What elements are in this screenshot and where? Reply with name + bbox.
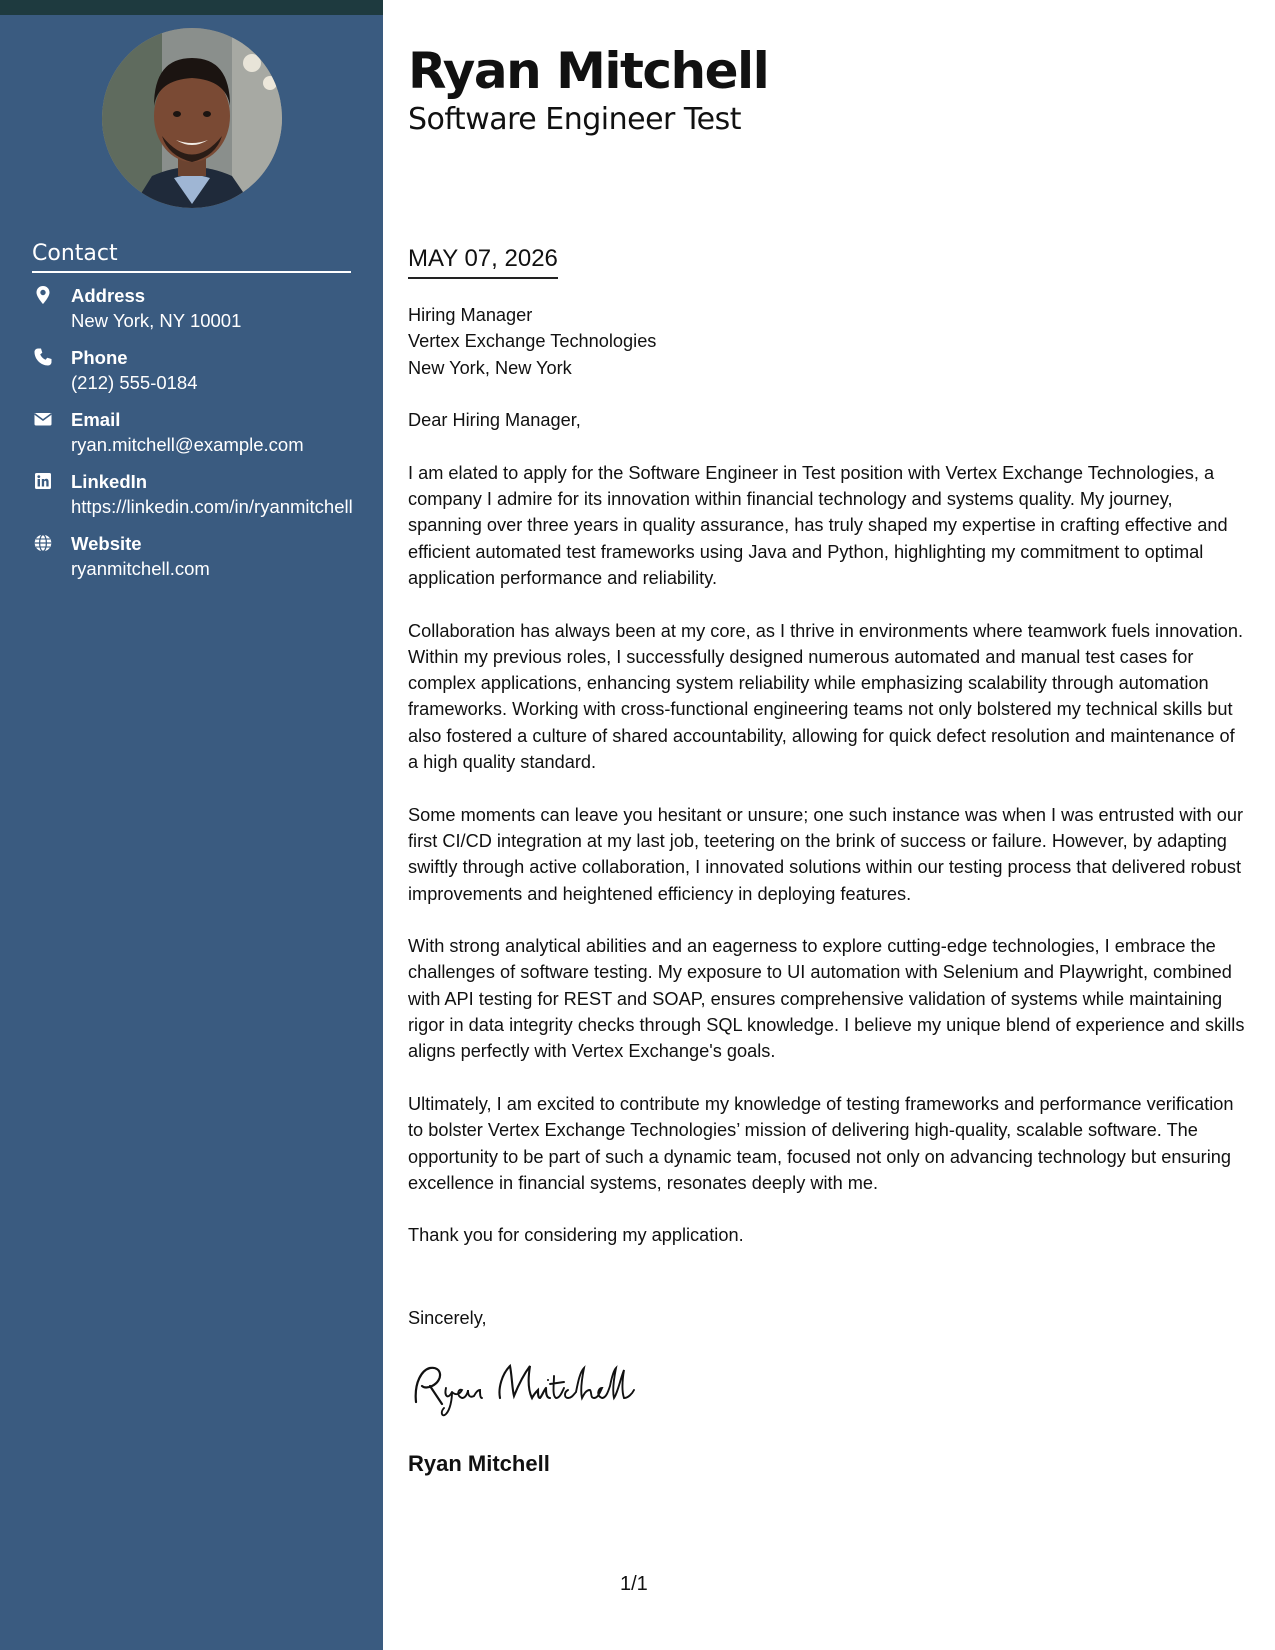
contact-item-email — [32, 407, 357, 457]
letter-body — [408, 302, 1248, 1275]
contact-label: Website — [71, 533, 142, 554]
letter-date: MAY 07, 2026 — [408, 242, 558, 279]
contact-value: New York, NY 10001 — [71, 310, 242, 331]
contact-item-website — [32, 531, 357, 581]
recipient-line: New York, New York — [408, 357, 572, 378]
contact-value: https://linkedin.com/in/ryanmitchell — [71, 496, 353, 517]
sidebar — [0, 0, 383, 1650]
map-pin-icon — [33, 285, 53, 305]
avatar — [102, 28, 282, 208]
contact-value: ryanmitchell.com — [71, 558, 210, 579]
recipient-line: Hiring Manager — [408, 305, 533, 325]
contact-list — [32, 283, 357, 593]
closing: Sincerely, — [408, 1308, 487, 1328]
contact-label: Address — [71, 285, 146, 306]
letter-paragraph: Thank you for considering my application. — [408, 1225, 744, 1246]
salutation: Dear Hiring Manager, — [408, 410, 581, 431]
linkedin-icon — [33, 471, 53, 491]
handwritten-signature — [408, 1352, 648, 1422]
avatar-photo — [102, 28, 282, 208]
contact-heading: Contact — [32, 238, 351, 273]
contact-item-phone — [32, 345, 357, 395]
envelope-icon — [33, 409, 53, 429]
letter-paragraph: Some moments can leave you hesitant or unsure; one such instance was when I was entrusted with our first CI/CD integration at my last job, teetering on the brink of success or failure. However, by adapting swiftly through active collaboration, I innovated solutions within our testing process that delivered robust improvements and heightened efficiency in deploying features. — [408, 804, 1244, 904]
page-number: 1/1 — [620, 1573, 648, 1595]
contact-item-linkedin — [32, 469, 357, 519]
contact-value: ryan.mitchell@example.com — [71, 434, 304, 455]
globe-icon — [33, 533, 53, 553]
phone-icon — [33, 347, 53, 367]
letter-paragraph: Collaboration has always been at my core, as I thrive in environments where teamwork fuels innovation. Within my previous roles, I successfully designed numerous automated and manual test cases for complex applications, enhancing system reliability while emphasizing scalability through automation frameworks. Working with cross-functional engineering teams not only bolstered my technical skills but also fostered a culture of shared accountability, allowing for quick defect resolution and maintenance of a high quality standard. — [408, 620, 1244, 773]
sidebar-top-bar — [0, 0, 383, 15]
contact-label: LinkedIn — [71, 471, 148, 492]
contact-label: Email — [71, 409, 121, 430]
applicant-name: Ryan Mitchell — [408, 42, 769, 100]
contact-item-address — [32, 283, 357, 333]
letter-paragraph: Ultimately, I am excited to contribute my knowledge of testing frameworks and performance verification to bolster Vertex Exchange Technologies’ mission of delivering high-quality, scalable software. The opportunity to be part of such a dynamic team, focused not only on advancing technology but ensuring excellence in financial systems, resonates deeply with me. — [408, 1093, 1234, 1193]
recipient-block — [408, 302, 1248, 381]
contact-value: (212) 555-0184 — [71, 372, 198, 393]
recipient-line: Vertex Exchange Technologies — [408, 331, 657, 352]
contact-label: Phone — [71, 347, 128, 368]
signer-name: Ryan Mitchell — [408, 1451, 550, 1476]
letter-paragraph: I am elated to apply for the Software Engineer in Test position with Vertex Exchange Technologies, a company I admire for its innovation within financial technology and systems quality. My journey, spanning over three years in quality assurance, has truly shaped my expertise in crafting effective and efficient automated test frameworks using Java and Python, highlighting my commitment to optimal application performance and reliability. — [408, 462, 1228, 588]
job-title: Software Engineer Test — [408, 102, 742, 137]
letter-paragraph: With strong analytical abilities and an eagerness to explore cutting-edge technologies, I embrace the challenges of software testing. My exposure to UI automation with Selenium and Playwright, combined with API testing for REST and SOAP, ensures comprehensive validation of systems while maintaining rigor in data integrity checks through SQL knowledge. I believe my unique blend of experience and skills aligns perfectly with Vertex Exchange's goals. — [408, 936, 1245, 1062]
